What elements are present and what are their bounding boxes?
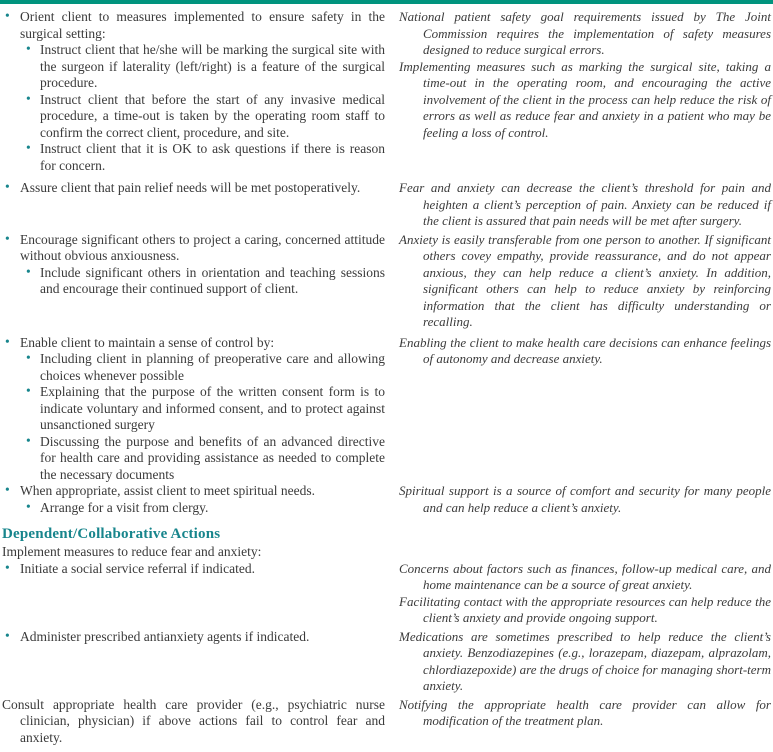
table-row: [2, 525, 771, 561]
bullet-item: [2, 335, 385, 352]
rationale-paragraph: Anxiety is easily transferable from one person to another. If significant others covey empathy, provide reassurance, and do not appear anxious, they can help reduce a client’s anxiety. In addition, significant others can help to reduce anxiety by reinforcing information that the client has difficulty understanding or recalling.: [399, 231, 771, 329]
sub-bullet-item: [2, 351, 385, 384]
table-row: [2, 232, 771, 331]
bullet-text: Enable client to maintain a sense of control by:: [20, 334, 275, 350]
bullet-icon: •: [5, 627, 10, 643]
bullet-text: When appropriate, assist client to meet spiritual needs.: [20, 483, 316, 498]
bullet-item: [2, 232, 385, 265]
bullet-text: Administer prescribed antianxiety agents if indicated.: [20, 628, 310, 644]
bullet-icon: •: [5, 179, 10, 194]
sub-bullet-text: Explaining that the purpose of the written consent form is to indicate voluntary and informed consent, and to protect against unsanctioned surgery: [40, 384, 385, 432]
bullet-text: Encourage significant others to project a caring, concerned attitude without obvious anxiousness.: [20, 231, 385, 263]
bullet-icon: •: [26, 350, 31, 365]
intervention-rationale-table: [0, 4, 773, 746]
bullet-item: [2, 9, 385, 42]
intervention-cell: [2, 483, 385, 516]
bullet-item: [2, 561, 385, 578]
rationale-cell: [399, 232, 771, 331]
sub-bullet-item: [2, 42, 385, 92]
rationale-paragraph: Spiritual support is a source of comfort and security for many people and can help reduce a client’s anxiety.: [399, 483, 771, 515]
intervention-cell: [2, 525, 385, 561]
sub-bullet-item: [2, 141, 385, 174]
bullet-icon: •: [5, 559, 10, 575]
bullet-text: Orient client to measures implemented to ensure safety in the surgical setting:: [20, 9, 385, 41]
table-row: [2, 483, 771, 516]
rationale-paragraph: Implementing measures such as marking the surgical site, taking a time-out in the operating room, and encouraging the active involvement of the client in the process can help reduce the risk of errors as well as reduce fear and anxiety in a patient who may be feeling a loss of control.: [399, 58, 771, 140]
intervention-paragraph: Consult appropriate health care provider (e.g., psychiatric nurse clinician, physician) if above actions fail to control fear and anxiety.: [2, 696, 385, 745]
intervention-cell: [2, 180, 385, 230]
table-row: [2, 629, 771, 695]
sub-bullet-text: Arrange for a visit from clergy.: [40, 499, 209, 515]
bullet-icon: •: [26, 41, 31, 56]
rationale-paragraph: Fear and anxiety can decrease the client’s threshold for pain and heighten a client’s perception of pain. Anxiety can be reduced if the client is assured that pain needs will be met after surgery.: [399, 180, 771, 228]
rationale-cell: [399, 561, 771, 627]
rationale-cell: [399, 629, 771, 695]
intervention-cell: [2, 697, 385, 747]
sub-bullet-item: [2, 434, 385, 484]
rationale-paragraph: Concerns about factors such as finances, follow-up medical care, and home maintenance can be a source of great anxiety.: [399, 560, 771, 592]
bullet-text: Assure client that pain relief needs will be met postoperatively.: [20, 180, 361, 195]
bullet-item: [2, 180, 385, 197]
bullet-text: Initiate a social service referral if indicated.: [20, 560, 255, 576]
rationale-cell: [399, 335, 771, 484]
section-heading: Dependent/Collaborative Actions: [2, 526, 221, 542]
bullet-icon: •: [26, 90, 31, 106]
rationale-paragraph: Medications are sometimes prescribed to help reduce the client’s anxiety. Benzodiazepines (e.g., lorazepam, diazepam, alprazolam, chlordiazepoxide) are the drugs of choice for managing short-term anxiety.: [399, 628, 771, 693]
rationale-cell: [399, 180, 771, 230]
bullet-icon: •: [26, 383, 31, 398]
rationale-cell: [399, 483, 771, 516]
bullet-icon: •: [26, 432, 31, 448]
intervention-cell: [2, 561, 385, 627]
bullet-icon: •: [5, 230, 10, 246]
sub-bullet-text: Instruct client that before the start of any invasive medical procedure, a time-out is taken by the operating room staff to confirm the correct client, procedure, and site.: [40, 91, 385, 140]
sub-bullet-text: Instruct client that he/she will be marking the surgical site with the surgeon if laterality (left/right) is a feature of the surgical procedure.: [40, 42, 385, 90]
rationale-cell: [399, 525, 771, 561]
intervention-cell: [2, 335, 385, 484]
sub-bullet-item: [2, 500, 385, 517]
sub-bullet-text: Including client in planning of preoperative care and allowing choices whenever possible: [40, 351, 385, 383]
table-row: [2, 561, 771, 627]
bullet-icon: •: [5, 333, 10, 349]
table-row: [2, 180, 771, 230]
sub-bullet-text: Discussing the purpose and benefits of an advanced directive for health care and providing assistance as needed to complete the necessary documents: [40, 433, 385, 482]
intervention-cell: [2, 9, 385, 174]
sub-bullet-item: [2, 92, 385, 142]
rationale-cell: [399, 9, 771, 174]
bullet-icon: •: [5, 8, 10, 23]
sub-bullet-item: [2, 265, 385, 298]
section-intro: Implement measures to reduce fear and anxiety:: [2, 544, 262, 559]
bullet-icon: •: [5, 482, 10, 497]
rationale-paragraph: Facilitating contact with the appropriate resources can help reduce the client’s anxiety and provide ongoing support.: [399, 593, 771, 625]
bullet-icon: •: [26, 140, 31, 155]
table-row: [2, 335, 771, 484]
rationale-paragraph: Notifying the appropriate health care provider can allow for modification of the treatment plan.: [399, 696, 771, 728]
intervention-cell: [2, 629, 385, 695]
bullet-icon: •: [26, 498, 31, 514]
intervention-cell: [2, 232, 385, 331]
sub-bullet-text: Instruct client that it is OK to ask questions if there is reason for concern.: [40, 141, 385, 173]
table-row: [2, 697, 771, 747]
sub-bullet-text: Include significant others in orientation and teaching sessions and encourage their continued support of client.: [40, 264, 385, 296]
sub-bullet-item: [2, 384, 385, 434]
bullet-item: [2, 629, 385, 646]
bullet-item: [2, 483, 385, 500]
rationale-paragraph: Enabling the client to make health care decisions can enhance feelings of autonomy and decrease anxiety.: [399, 334, 771, 366]
rationale-cell: [399, 697, 771, 747]
rationale-paragraph: National patient safety goal requirements issued by The Joint Commission requires the implementation of safety measures designed to reduce surgical errors.: [399, 9, 771, 57]
bullet-icon: •: [26, 263, 31, 279]
table-row: [2, 9, 771, 174]
